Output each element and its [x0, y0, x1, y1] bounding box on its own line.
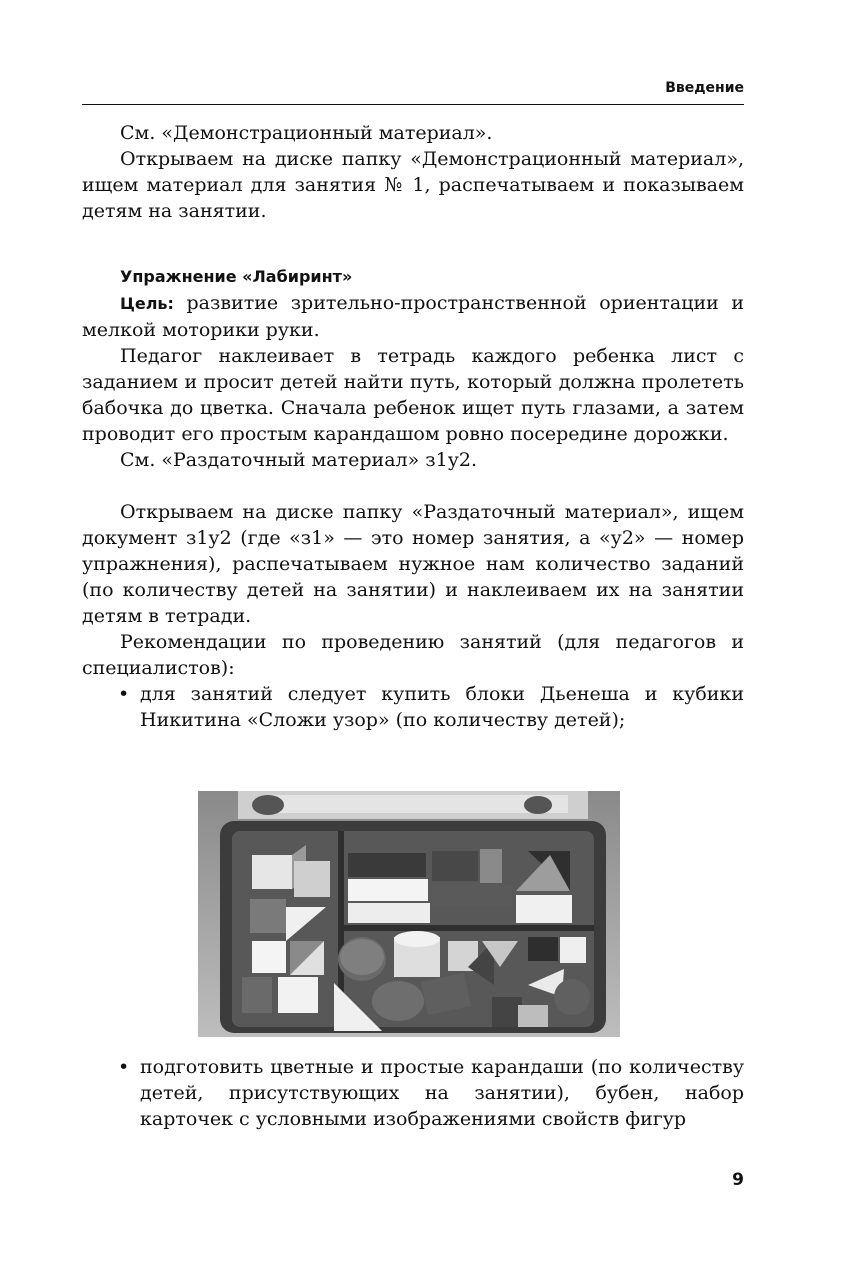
- bullet-item-pencils: • подготовить цветные и простые карандаши (по количеству детей, присутствующих на занятии), бубен, набор карточек с условными изображениями свойств фигур: [82, 1054, 744, 1132]
- bullet-item-blocks: • для занятий следует купить блоки Дьенеша и кубики Никитина «Сложи узор» (по количеству детей);: [82, 681, 744, 733]
- demo-paragraph: Открываем на диске папку «Демонстрационный материал», ищем материал для занятия № 1, распечатываем и показываем детям на занятии.: [82, 148, 744, 222]
- blocks-box-photo: [198, 791, 620, 1037]
- exercise-title: Упражнение «Лабиринт»: [120, 267, 353, 286]
- see-handout-line: См. «Раздаточный материал» з1у2.: [120, 449, 478, 471]
- bullet-list-bottom: [82, 1054, 744, 1132]
- recommendations-paragraph: Рекомендации по проведению занятий (для педагогов и специалистов):: [82, 631, 744, 679]
- running-header: [82, 78, 744, 105]
- goal-text: развитие зрительно-пространственной ориентации и мелкой моторики руки.: [82, 292, 744, 341]
- text-block-top: [82, 120, 744, 733]
- exercise-paragraph: Педагог наклеивает в тетрадь каждого ребенка лист с заданием и просит детей найти путь, который должна пролететь бабочка до цветка. Сначала ребенок ищет путь глазами, а затем проводит его простым карандашом ровно посередине дорожки.: [82, 345, 744, 445]
- page-number: 9: [732, 1170, 744, 1190]
- text-block-bottom: [82, 1054, 744, 1132]
- section-title: Введение: [665, 80, 744, 96]
- see-demo-line: См. «Демонстрационный материал».: [120, 122, 493, 144]
- handout-paragraph: Открываем на диске папку «Раздаточный материал», ищем документ з1у2 (где «з1» — это номер занятия, а «у2» — номер упражнения), распечатываем нужное нам количество заданий (по количеству детей на занятии) и наклеиваем их на занятии детям в тетради.: [82, 501, 744, 627]
- goal-paragraph: [82, 290, 744, 343]
- bullet-list-top: [82, 681, 744, 733]
- goal-label: Цель:: [120, 294, 174, 313]
